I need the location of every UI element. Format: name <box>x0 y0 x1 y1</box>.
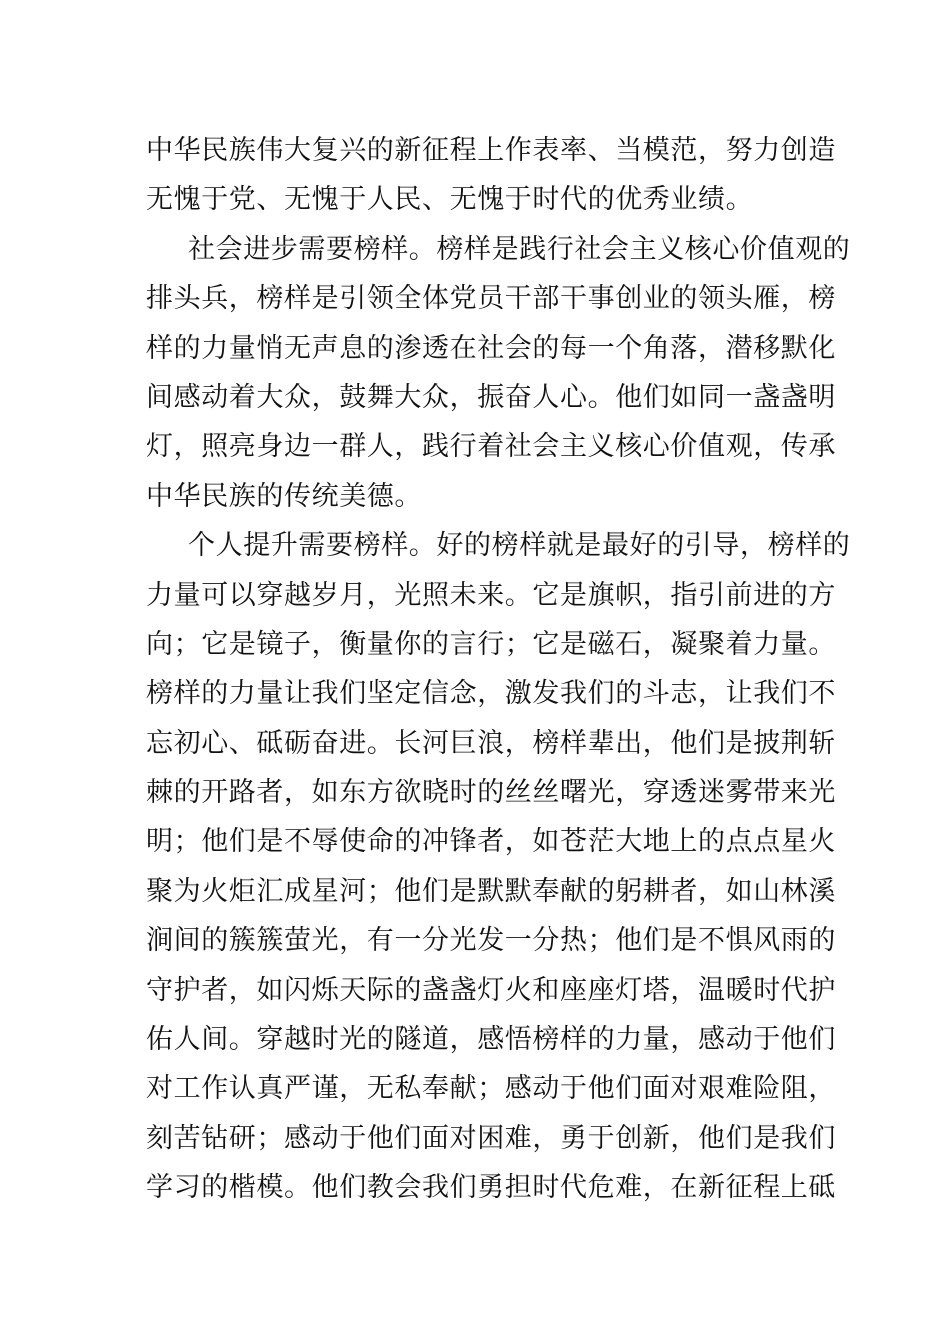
text-line: 学习的楷模。他们教会我们勇担时代危难，在新征程上砥 <box>146 1172 836 1204</box>
text-line: 向；它是镜子，衡量你的言行；它是磁石，凝聚着力量。 <box>146 628 836 660</box>
text-line: 排头兵，榜样是引领全体党员干部干事创业的领头雁，榜 <box>146 283 836 315</box>
paragraph-start-line: 个人提升需要榜样。好的榜样就是最好的引导，榜样的 <box>188 530 851 562</box>
text-line: 中华民族的传统美德。 <box>146 480 422 512</box>
text-line: 力量可以穿越岁月，光照未来。它是旗帜，指引前进的方 <box>146 579 836 611</box>
text-line: 佑人间。穿越时光的隧道，感悟榜样的力量，感动于他们 <box>146 1024 836 1056</box>
text-line: 刻苦钻研；感动于他们面对困难，勇于创新，他们是我们 <box>146 1122 836 1154</box>
text-line: 棘的开路者，如东方欲晓时的丝丝曙光，穿透迷雾带来光 <box>146 777 836 809</box>
text-line: 间感动着大众，鼓舞大众，振奋人心。他们如同一盏盏明 <box>146 381 836 413</box>
text-line: 对工作认真严谨，无私奉献；感动于他们面对艰难险阻， <box>146 1073 836 1105</box>
text-line: 明；他们是不辱使命的冲锋者，如苍茫大地上的点点星火 <box>146 826 836 858</box>
text-line: 榜样的力量让我们坚定信念，激发我们的斗志，让我们不 <box>146 678 836 710</box>
text-line: 涧间的簇簇萤光，有一分光发一分热；他们是不惧风雨的 <box>146 925 836 957</box>
text-line: 中华民族伟大复兴的新征程上作表率、当模范，努力创造 <box>146 135 836 166</box>
body-text <box>146 126 851 1213</box>
text-line: 样的力量悄无声息的渗透在社会的每一个角落，潜移默化 <box>146 332 836 364</box>
text-line: 守护者，如闪烁天际的盏盏灯火和座座灯塔，温暖时代护 <box>146 974 836 1006</box>
text-line: 忘初心、砥砺奋进。长河巨浪，榜样辈出，他们是披荆斩 <box>146 727 836 759</box>
text-line: 聚为火炬汇成星河；他们是默默奉献的躬耕者，如山林溪 <box>146 875 836 907</box>
text-line: 无愧于党、无愧于人民、无愧于时代的优秀业绩。 <box>146 184 754 216</box>
paragraph-start-line: 社会进步需要榜样。榜样是践行社会主义核心价值观的 <box>188 233 851 265</box>
text-line: 灯，照亮身边一群人，践行着社会主义核心价值观，传承 <box>146 431 836 463</box>
